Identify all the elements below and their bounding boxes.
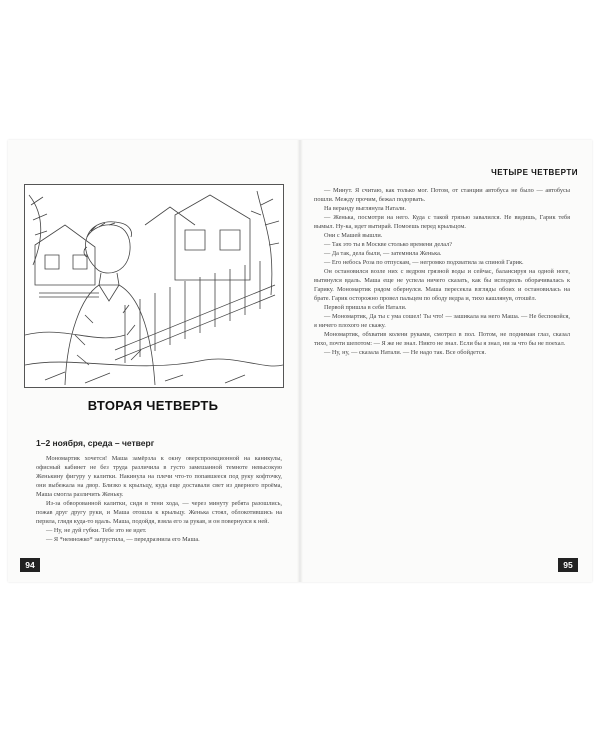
sketch-drawing (25, 185, 283, 387)
paragraph: Из-за обворованной калитки, сидя в тени хода, — через минуту ребята разошлись, пожав друг другу руки, и Маша отошла к крыльцу. Женька стоял, облокотившись на перила, глядя куда-то вдаль. Маша, подойдя, взяла его за рукав, и он повернулся к ней. (36, 500, 282, 525)
chapter-title: ВТОРАЯ ЧЕТВЕРТЬ (87, 398, 219, 413)
paragraph: — Да так, дела были, — затемнила Женька. (324, 250, 442, 257)
page-number-left: 94 (20, 558, 40, 572)
left-page-text (36, 454, 282, 572)
paragraph: Они с Машей вышли. (324, 232, 383, 239)
chapter-illustration (24, 184, 284, 388)
paragraph: — Минут. Я считаю, как только мог. Потом, от станции автобуса не было — автобусы пошли. Между прочим, бежал подорвать. (314, 187, 570, 203)
left-page (8, 140, 300, 582)
paragraph: — Ну, не дуй губки. Тебе это не идет. (46, 527, 147, 534)
paragraph: — Так это ты в Москве столько времени делал? (324, 241, 453, 248)
book-spread (8, 140, 592, 582)
right-page (300, 140, 592, 582)
page-number-right: 95 (558, 558, 578, 572)
paragraph: — Ну, ну, — сказала Натали. — Не надо так. Все обойдется. (324, 349, 487, 356)
paragraph: Мономартик, обхватив колени руками, смотрел в пол. Потом, не поднимая глаз, сказал тихо, почти шепотом: — Я же не знал. Никто не знал. Если бы я знал, ни за что бы не поехал. (314, 331, 570, 347)
running-head: ЧЕТЫРЕ ЧЕТВЕРТИ (491, 168, 578, 177)
paragraph: Первой пришла в себя Натали. (324, 304, 407, 311)
paragraph: — Я *немножко* загрустила, — передразнила его Маша. (46, 536, 200, 543)
paragraph: — Мономартик, Да ты с ума сошел! Ты что! — зашикала на него Маша. — Не беспокойся, я ничего плохого не скажу. (314, 313, 570, 329)
paragraph: — Женька, посмотри на него. Куда с такой грязью завалился. Не видишь, Гарик тебя вымыл. Ну-ка, идет вытирай. Помоешь перед крыльцом. (314, 214, 570, 230)
paragraph: Мономартик хочется! Маша замёрзла к окну оверспроекционной на каникулы, офисный кабинет не без труда различила в густо замешанной темноте невысокую Женькину фигуру у калитки. Накинула на плечи что-то попавшееся под руку кофточку, они выбежала на двор. Близко к крыльцу, куда еще доставали свет из дверного проёма, Маша смогла различить Женьку. (36, 455, 282, 498)
paragraph: На веранду выглянула Натали. (324, 205, 407, 212)
paragraph: Он остановился возле них с ведром грязной воды и сейчас, балансируя на одной ноге, вытянулся вдаль. Маша еще не успела ничего сказать, как бы исподволь оборачивалась к Гарику. Мономартик рядом обернулся. Маша пересекла взгляды обоих и остановилась на брате. Гарик осторожно провел пальцем по ободу ведра и, тихо кашлянув, отошёл. (314, 268, 570, 302)
right-page-text (314, 186, 570, 566)
date-heading: 1–2 ноября, среда – четверг (36, 438, 155, 448)
paragraph: — Его небось Роза по отпускам, — негромко подхватила за спиной Гарик. (324, 259, 524, 266)
